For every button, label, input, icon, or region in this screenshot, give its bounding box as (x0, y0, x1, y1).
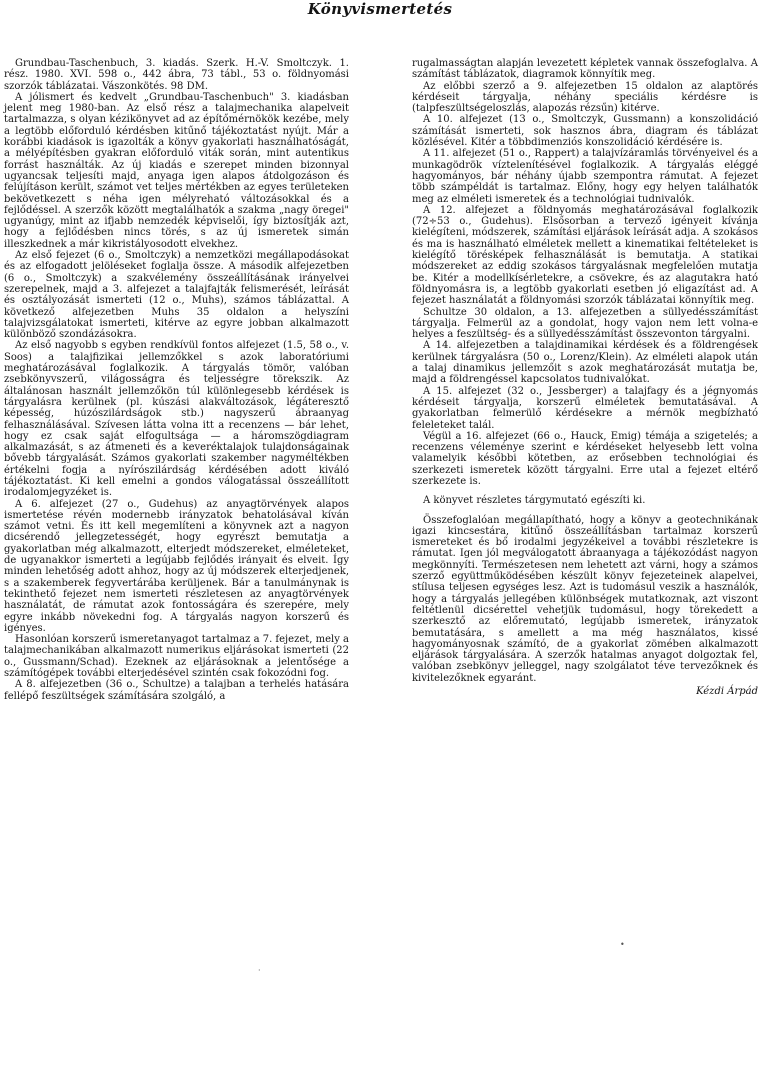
paragraph: A 15. alfejezet (32 o., Jessberger) a talajfagy és a jégnyomás kérdéseit tárgyalja, korszerű elméletek bemutatásával. A gyakorlatban felmerülő kérdésekre a mérnök megbízható feleleteket talál. (412, 385, 758, 431)
paragraph: A 12. alfejezet a földnyomás meghatározásával foglalkozik (72÷53 o., Gudehus). Elsősorban a tervező igényeit kívánja kielégíteni, módszerek, számítási eljárások leírását adja. A szokásos és ma is használható elméletek mellett a kinematikai feltételeket is kielégítő törésképek felhasználását is bemutatja. A statikai módszereket az eddig szokásos tárgyalásnak megfelelően mutatja be. Kitér a modellkísérletekre, a csövekre, és az alagutakra ható földnyomásra is, a legtöbb gyakorlati esetben jó eligazítást ad. A fejezet használatát a földnyomási szorzók táblázatai könnyítik meg. (412, 204, 758, 307)
stray-mark: • (620, 940, 625, 949)
paragraph: A 14. alfejezetben a talajdinamikai kérdések és a földrengések kerülnek tárgyalásra (50 o., Lorenz/Klein). Az elméleti alapok után a talaj dinamikus jellemzőit s azok meghatározását mutatja be, majd a földrengéssel kapcsolatos tudnivalókat. (412, 340, 758, 386)
paragraph: A 10. alfejezet (13 o., Smoltczyk, Gussmann) a konszolidáció számítását ismerteti, sok hasznos ábra, diagram és táblázat közlésével. Kitér a többdimenziós konszolidáció kérdésére is. (412, 114, 758, 149)
book-citation: Grundbau-Taschenbuch, 3. kiadás. Szerk. H.-V. Smoltczyk. 1. rész. 1980. XVI. 598 o., 442 ábra, 73 tábl., 53 o. földnyomási szorzók táblázatai. Vászonkötés. 98 DM. (4, 58, 349, 92)
paragraph: A 11. alfejezet (51 o., Rappert) a talajvízáramlás törvényeivel és a munkagödrök víztelenítésével foglalkozik. A tárgyalás eléggé hagyományos, bár néhány újabb szempontra rámutat. A fejezet több számpéldát is tartalmaz. Előny, hogy egy helyen találhatók meg az elméleti ismeretek és a technológiai tudnivalók. (412, 148, 758, 205)
page-title: Könyvismertetés (307, 0, 453, 18)
paragraph: rugalmasságtan alapján levezetett képletek vannak összefoglalva. A számítást táblázatok, diagramok könnyítik meg. (412, 58, 758, 81)
paragraph: Az előbbi szerző a 9. alfejezetben 15 oldalon az alaptörés kérdéseit tárgyalja, néhány speciális kérdésre is (talpfeszültségeloszlás, alapozás rézsűn) kitérve. (412, 80, 758, 115)
paragraph: Végül a 16. alfejezet (66 o., Hauck, Emig) témája a szigetelés; a recenzens véleménye szerint e kérdéseket helyesebb lett volna valamelyik későbbi kötetben, az erősebben technológiai és szerkezeti ismeretek között tárgyalni. Erre utal a fejezet eltérő szerkezete is. (412, 430, 758, 487)
paragraph: A 8. alfejezetben (36 o., Schultze) a talajban a terhelés hatására fellépő feszültségek számítására szolgáló, a (4, 679, 349, 702)
paragraph: Az első nagyobb s egyben rendkívül fontos alfejezet (1.5, 58 o., v. Soos) a talajfizikai jellemzőkkel s azok laboratóriumi meghatározásával foglalkozik. A tárgyalás tömör, valóban zsebkönyvszerű, világosságra és teljességre törekszik. Az általánosan használt jellemzőkön túl különlegesebb kérdések is tárgyalásra kerülnek (pl. kúszási alakváltozások, légáteresztő képesség, húzószilárdságok stb.) nagyszerű ábraanyag felhasználásával. Szívesen látta volna itt a recenzens — bár lehet, hogy ez csak saját elfogultsága — a háromszögdiagram alkalmazását, s az átmeneti és a keveréktalajok tulajdonságainak bővebb tárgyalását. Számos gyakorlati szakember nagyméltékben értékelni fogja a nyírószilárdság kérdésében adott kiváló tájékoztatást. Ki kell emelni a gondos válogatással összeállított irodalomjegyzéket is. (4, 340, 349, 499)
paragraph: Hasonlóan korszerű ismeretanyagot tartalmaz a 7. fejezet, mely a talajmechanikában alkalmazott numerikus eljárásokat ismerteti (22 o., Gussmann/Schad). Ezeknek az eljárásoknak a jelentősége a számítógépek további elterjedésével szintén csak fokozódni fog. (4, 634, 350, 680)
paragraph: A jólismert és kedvelt „Grundbau-Taschenbuch" 3. kiadásban jelent meg 1980-ban. Az első rész a talajmechanika alapelveit tartalmazza, s olyan kézikönyvet ad az építőmérnökök kezébe, mely a legtöbb előforduló kérdésben kitűnő tájékoztatást nyújt. Már a korábbi kiadások is igazolták a könyv gyakorlati használhatóságát, a mélyépítésben gyakran előforduló viták során, mint autentikus forrást használták. Az új kiadás e szerepet minden bizonnyal ugyancsak teljesíti majd, anyaga igen alapos átdolgozáson és felújításon került, számot vet teljes mértékben az egyes területeken bekövetkezett s néha igen mélyreható változásokkal és a fejlődéssel. A szerzők között megtalálhatók a szakma „nagy öregei" ugyanúgy, mint az ifjabb nemzedék képviselői, így biztosítják azt, hogy a fejlődésben nincs törés, s az új ismeretek simán illeszkednek a már kikristályosodott elvekhez. (4, 91, 349, 250)
paragraph: A 6. alfejezet (27 o., Gudehus) az anyagtörvények alapos ismertetése révén modernebb irányzatok behatolásával kíván számot vetni. És itt kell megemlíteni a könyvnek azt a nagyon dicsérendő jellegzetességét, hogy egyrészt bemutatja a gyakorlatban még alkalmazott, elterjedt módszereket, elméleteket, de ugyanakkor ismerteti a legújabb fejlődés irányait és elveit. Így minden lehetőség adott ahhoz, hogy az új módszerek elterjedjenek, s a szakemberek fegyvertárába kerüljenek. Bár a tanulmánynak is tekinthető fejezet nem ismerteti részletesen az anyagtörvények használatát, de rámutat azok fontosságára és szerepére, mely egyre inkább növekedni fog. A tárgyalás nagyon korszerű és igényes. (4, 498, 349, 634)
reviewer-signature: Kézdi Árpád (696, 686, 758, 698)
paragraph: A könyvet részletes tárgymutató egészíti ki. (423, 495, 646, 507)
paragraph: Schultze 30 oldalon, a 13. alfejezetben a süllyedésszámítást tárgyalja. Felmerül az a gondolat, hogy vajon nem lett volna-e helyes a feszültség- és a süllyedésszámítást összevonton tárgyalni. (412, 306, 758, 341)
left-column (4, 58, 349, 702)
paragraph: Az első fejezet (6 o., Smoltczyk) a nemzetközi megállapodásokat és az elfogadott jelöléseket foglalja össze. A második alfejezetben (6 o., Smoltczyk) a szakvélemény összeállításának irányelvei szerepelnek, majd a 3. alfejezet a talajfajták felismerését, leírását és osztályozását ismerteti (12 o., Muhs), számos táblázattal. A következő alfejezetben Muhs 35 oldalon a helyszíni talajvizsgálatokat ismerteti, kitérve az egyre jobban alkalmazott különböző szondázásokra. (4, 250, 349, 341)
right-column (412, 58, 758, 697)
stray-mark: · (258, 966, 261, 975)
summary-paragraph: Összefoglalóan megállapítható, hogy a könyv a geotechnikának igazi kincsestára, kitűnő összeállításban tartalmaz korszerű ismereteket és bő irodalmi jegyzékeivel a további részletekre is rámutat. Igen jól megválogatott ábraanyaga a tájékozódást nagyon megkönnyíti. Természetesen nem lehetett azt várni, hogy a számos szerző együttműködésében készült könyv fejezeteinek alapelvei, stílusa teljesen egységes lesz. Azt is tudomásul veszik a használók, hogy a tárgyalás jellegében különbségek mutatkoznak, azt viszont feltétlenül dicsérettel vehetjük tudomásul, hogy törekedett a szerkesztő az előremutató, legújabb ismeretek, irányzatok bemutatására, s amellett a ma még használatos, kissé hagyományosnak számító, de a gyakorlat zömében alkalmazott eljárások tárgyalására. A szerzők hatalmas anyagot dolgoztak fel, valóban zsebkönyv jelleggel, nagy szolgálatot téve tervezőknek és kivitelezőknek egyaránt. (412, 514, 758, 684)
